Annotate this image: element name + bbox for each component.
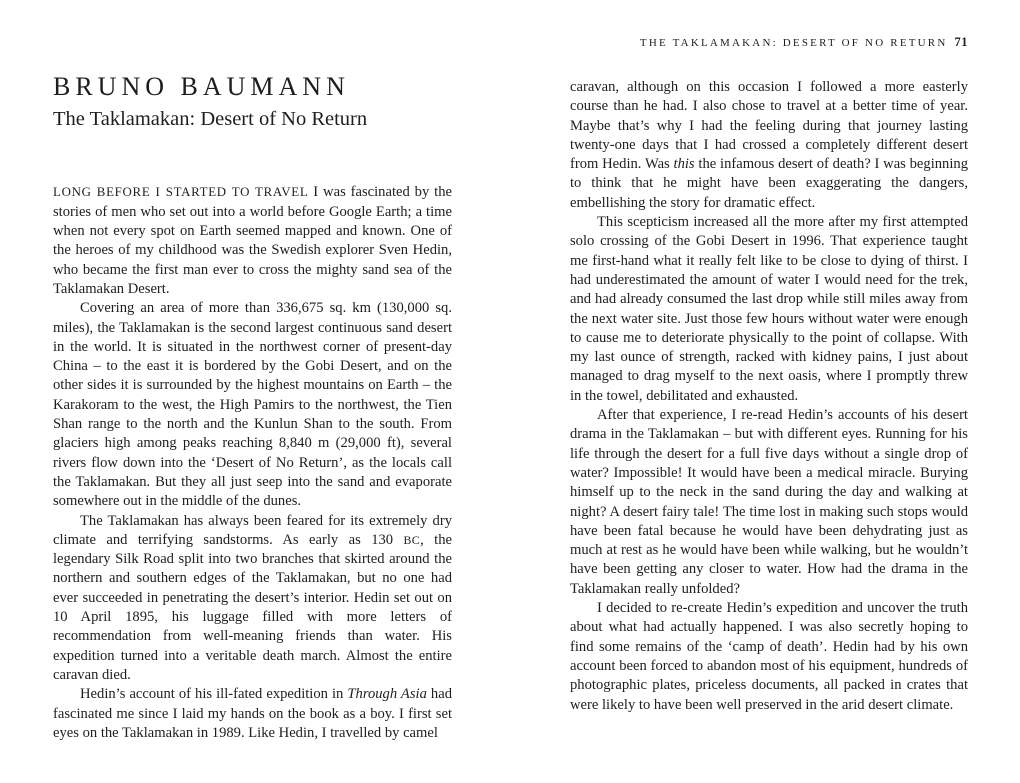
text-run-smallcaps: BC: [403, 532, 421, 547]
text-run: , the legendary Silk Road split into two branches that skirted around the northern and southern edges of the Taklamakan, but no one had ever succeeded in penetrating the desert’s interior. Hedin set out on 10 April 1895, his luggage filled with more letters of recommendation from well-meaning friends than water. His expedition turned into a veritable death march. Almost the entire caravan died.: [53, 531, 452, 683]
text-run: Hedin’s account of his ill-fated expedition in: [80, 686, 348, 703]
text-run: Covering an area of more than 336,675 sq. km (130,000 sq. miles), the Taklamakan is the second largest continuous sand desert in the world. It is situated in the northwest corner of present-day China – to the east it is bordered by the Gobi Desert, and on the other sides it is surrounded by the highest mountains on Earth – the Karakoram to the west, the High Pamirs to the northwest, the Tien Shan range to the north and the Kunlun Shan to the south. From glaciers high among peaks reaching 8,840 m (29,000 ft), several rivers flow down into the ‘Desert of No Return’, as the locals call the Taklamakan. But they all just seep into the sand and evaporate somewhere out in the middle of the dunes.: [53, 300, 452, 510]
paragraph: [53, 183, 452, 299]
chapter-title: The Taklamakan: Desert of No Return: [53, 107, 368, 130]
text-run: The Taklamakan has always been feared for its extremely dry climate and terrifying sandstorms. As early as 130: [53, 512, 452, 548]
text-run-italic: this: [673, 156, 695, 173]
paragraph: [570, 78, 968, 213]
paragraph: [570, 406, 968, 599]
paragraph: [53, 299, 452, 511]
running-header-title: THE TAKLAMAKAN: DESERT OF NO RETURN: [639, 37, 948, 49]
paragraph: [570, 599, 968, 715]
text-run: the infamous desert of death? I was beginning to think that he might have been exaggerating the dangers, embellishing the story for dramatic effect.: [570, 156, 969, 211]
paragraph: [570, 213, 968, 406]
paragraph: [53, 512, 452, 686]
author-name: BRUNO BAUMANN: [53, 72, 350, 101]
text-run-italic: Through Asia: [347, 686, 427, 703]
left-page: [53, 0, 452, 743]
running-header: [570, 36, 968, 50]
page-number: 71: [954, 35, 968, 49]
text-run-leadcaps: LONG BEFORE I STARTED TO TRAVEL: [53, 185, 309, 200]
right-page-text: [570, 78, 968, 715]
text-run: After that experience, I re-read Hedin’s accounts of his desert drama in the Taklamakan – but with different eyes. Running for his life through the desert for a full five days without a single drop of water? Impossible! It would have been a medical miracle. Burying himself up to the neck in the sand during the day and walking at night? A desert fairy tale! The time lost in making such stops would have been fatal because he would have been dehydrating just as much at rest as he would have been while walking, but he wouldn’t have been getting any closer to water. How had the drama in the Taklamakan really unfolded?: [570, 407, 968, 597]
left-page-text: [53, 183, 452, 743]
text-run: This scepticism increased all the more after my first attempted solo crossing of the Gobi Desert in 1996. That experience taught me first-hand what it really felt like to be close to dying of thirst. I had underestimated the amount of water I would need for the trek, and had already consumed the last drop while still miles away from the next water site. Just those few hours without water were enough to cause me to deteriorate physically to the point of collapse. With my last ounce of strength, racked with kidney pains, I just about managed to drag myself to the next oasis, where I promptly threw in the towel, debilitated and exhausted.: [570, 214, 968, 404]
right-page: [570, 0, 968, 715]
text-run: I was fascinated by the stories of men who set out into a world before Google Earth; a time when not every spot on Earth seemed mapped and known. One of the heroes of my childhood was the Swedish explorer Sven Hedin, who became the first man ever to cross the mighty sand sea of the Taklamakan Desert.: [53, 184, 452, 297]
paragraph: [53, 685, 452, 743]
text-run: had fascinated me since I laid my hands on the book as a boy. I first set eyes on the Taklamakan in 1989. Like Hedin, I travelled by camel: [53, 686, 452, 741]
text-run: caravan, although on this occasion I followed a more easterly course than he had. I also chose to travel at a better time of year. Maybe that’s why I had the feeling during that journey lasting twenty-one days that I had crossed a completely different desert from Hedin. Was: [570, 79, 968, 173]
text-run: I decided to re-create Hedin’s expedition and uncover the truth about what had actually happened. I was also secretly hoping to find some remains of the ‘camp of death’. Hedin had by his own account been forced to abandon most of his equipment, hundreds of photographic plates, priceless documents, all packed in crates that were likely to have been well preserved in the arid desert climate.: [570, 600, 968, 713]
